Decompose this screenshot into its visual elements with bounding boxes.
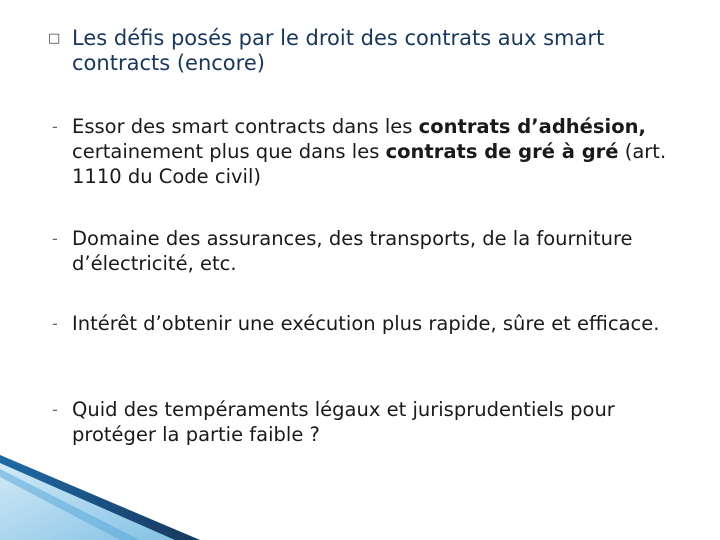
slide-title-block [48,26,688,76]
list-item-interet [48,311,688,336]
corner-decoration [0,445,200,540]
list-item-text: Domaine des assurances, des transports, de la fourniture d’électricité, etc. [72,227,633,275]
list-item-text: Quid des tempéraments légaux et jurisprudentiels pour protéger la partie faible ? [72,398,615,446]
list-item-text [72,114,688,189]
list-item-domaines [48,226,688,276]
dash-bullet: - [52,400,58,419]
checkbox-bullet-icon: □ [48,31,61,46]
text-run: certainement plus que dans les [72,140,386,163]
text-run-bold: contrats d’adhésion, [418,115,646,138]
list-item-adhesion [48,114,688,189]
list-item-quid [48,397,688,447]
list-item-text: Intérêt d’obtenir une exécution plus rapide, sûre et efficace. [72,312,660,335]
dash-bullet: - [52,314,58,333]
slide-title: Les défis posés par le droit des contrats aux smart contracts (encore) [72,26,605,75]
dash-bullet: - [52,229,58,248]
text-run-bold: contrats de gré à gré [385,140,619,163]
text-run: Essor des smart contracts dans les [72,115,419,138]
dash-bullet: - [52,117,58,136]
text-run: (art. 1110 du Code civil) [72,140,667,188]
